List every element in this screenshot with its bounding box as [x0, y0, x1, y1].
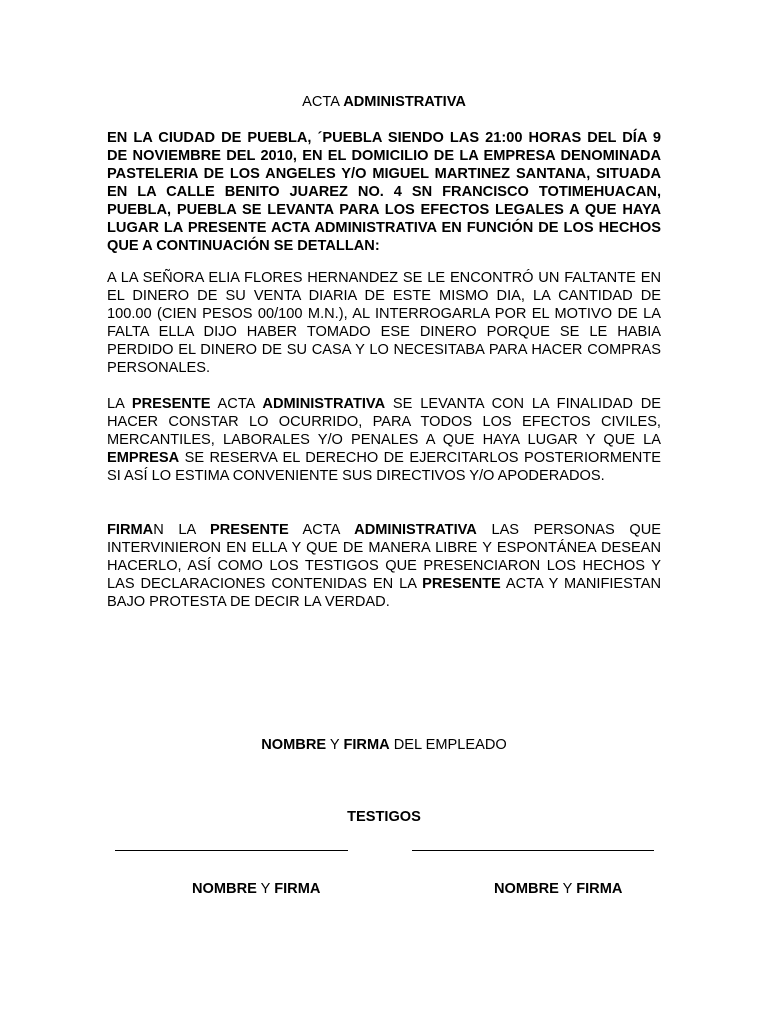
witness-1-signature-line [115, 850, 348, 851]
employee-sign-label: FIRMA [343, 737, 390, 753]
purpose-paragraph [107, 395, 661, 485]
purpose-text-1: LA [107, 396, 132, 412]
witness-1-sign-label: FIRMA [274, 881, 321, 897]
signing-bold-3: ADMINISTRATIVA [354, 522, 477, 538]
signing-text-1: N LA [153, 522, 211, 538]
witness-2-sign-label: FIRMA [576, 881, 623, 897]
witness-1-signature-label [192, 880, 320, 898]
purpose-text-2: ACTA [210, 396, 263, 412]
witness-2-signature-line [412, 850, 654, 851]
witness-2-signature-label [494, 880, 622, 898]
employee-name-label: NOMBRE [261, 737, 327, 753]
signing-text-4: ACTA Y MANIFIESTAN BAJO PROTESTA DE DECIR LA VERDAD. [107, 576, 661, 610]
witness-2-conj: Y [558, 881, 577, 897]
title-bold: ADMINISTRATIVA [343, 94, 466, 110]
signing-paragraph [107, 521, 661, 611]
title-prefix: ACTA [302, 94, 344, 110]
employee-conj: Y [326, 737, 344, 753]
signing-bold-2: PRESENTE [210, 522, 289, 538]
employee-suffix: DEL EMPLEADO [389, 737, 507, 753]
signing-bold-1: FIRMA [107, 522, 154, 538]
witness-1-conj: Y [256, 881, 275, 897]
employee-signature-label [0, 736, 768, 754]
signing-text-2: ACTA [288, 522, 355, 538]
purpose-text-4: SE RESERVA EL DERECHO DE EJERCITARLOS POSTERIORMENTE SI ASÍ LO ESTIMA CONVENIENTE SUS DIRECTIVOS Y/O APODERADOS. [107, 450, 661, 484]
signing-bold-4: PRESENTE [422, 576, 501, 592]
witness-1-name-label: NOMBRE [192, 881, 257, 897]
document-title [0, 93, 768, 111]
witness-2-name-label: NOMBRE [494, 881, 559, 897]
purpose-text-3: SE LEVANTA CON LA FINALIDAD DE HACER CONSTAR LO OCURRIDO, PARA TODOS LOS EFECTOS CIVILES, MERCANTILES, LABORALES Y/O PENALES A QUE HAYA LUGAR Y QUE LA [107, 396, 661, 448]
witnesses-heading: TESTIGOS [347, 809, 421, 825]
facts-paragraph: A LA SEÑORA ELIA FLORES HERNANDEZ SE LE ENCONTRÓ UN FALTANTE EN EL DINERO DE SU VENTA DIARIA DE ESTE MISMO DIA, LA CANTIDAD DE 100.00 (CIEN PESOS 00/100 M.N.), AL INTERROGARLA POR EL MOTIVO DE LA FALTA ELLA DIJO HABER TOMADO ESE DINERO PORQUE SE LE HABIA PERDIDO EL DINERO DE SU CASA Y LO NECESITABA PARA HACER COMPRAS PERSONALES. [107, 270, 661, 376]
purpose-bold-2: ADMINISTRATIVA [262, 396, 386, 412]
purpose-bold-3: EMPRESA [107, 450, 180, 466]
purpose-bold-1: PRESENTE [131, 396, 211, 412]
intro-paragraph: EN LA CIUDAD DE PUEBLA, ´PUEBLA SIENDO LAS 21:00 HORAS DEL DÍA 9 DE NOVIEMBRE DEL 2010, EN EL DOMICILIO DE LA EMPRESA DENOMINADA PASTELERIA DE LOS ANGELES Y/O MIGUEL MARTINEZ SANTANA, SITUADA EN LA CALLE BENITO JUAREZ NO. 4 SN FRANCISCO TOTIMEHUACAN, PUEBLA, PUEBLA SE LEVANTA PARA LOS EFECTOS LEGALES A QUE HAYA LUGAR LA PRESENTE ACTA ADMINISTRATIVA EN FUNCIÓN DE LOS HECHOS QUE A CONTINUACIÓN SE DETALLAN: [107, 130, 661, 254]
signing-text-3: LAS PERSONAS QUE INTERVINIERON EN ELLA Y QUE DE MANERA LIBRE Y ESPONTÁNEA DESEAN HACERLO, ASÍ COMO LOS TESTIGOS QUE PRESENCIARON LOS HECHOS Y LAS DECLARACIONES CONTENIDAS EN LA [107, 522, 661, 592]
